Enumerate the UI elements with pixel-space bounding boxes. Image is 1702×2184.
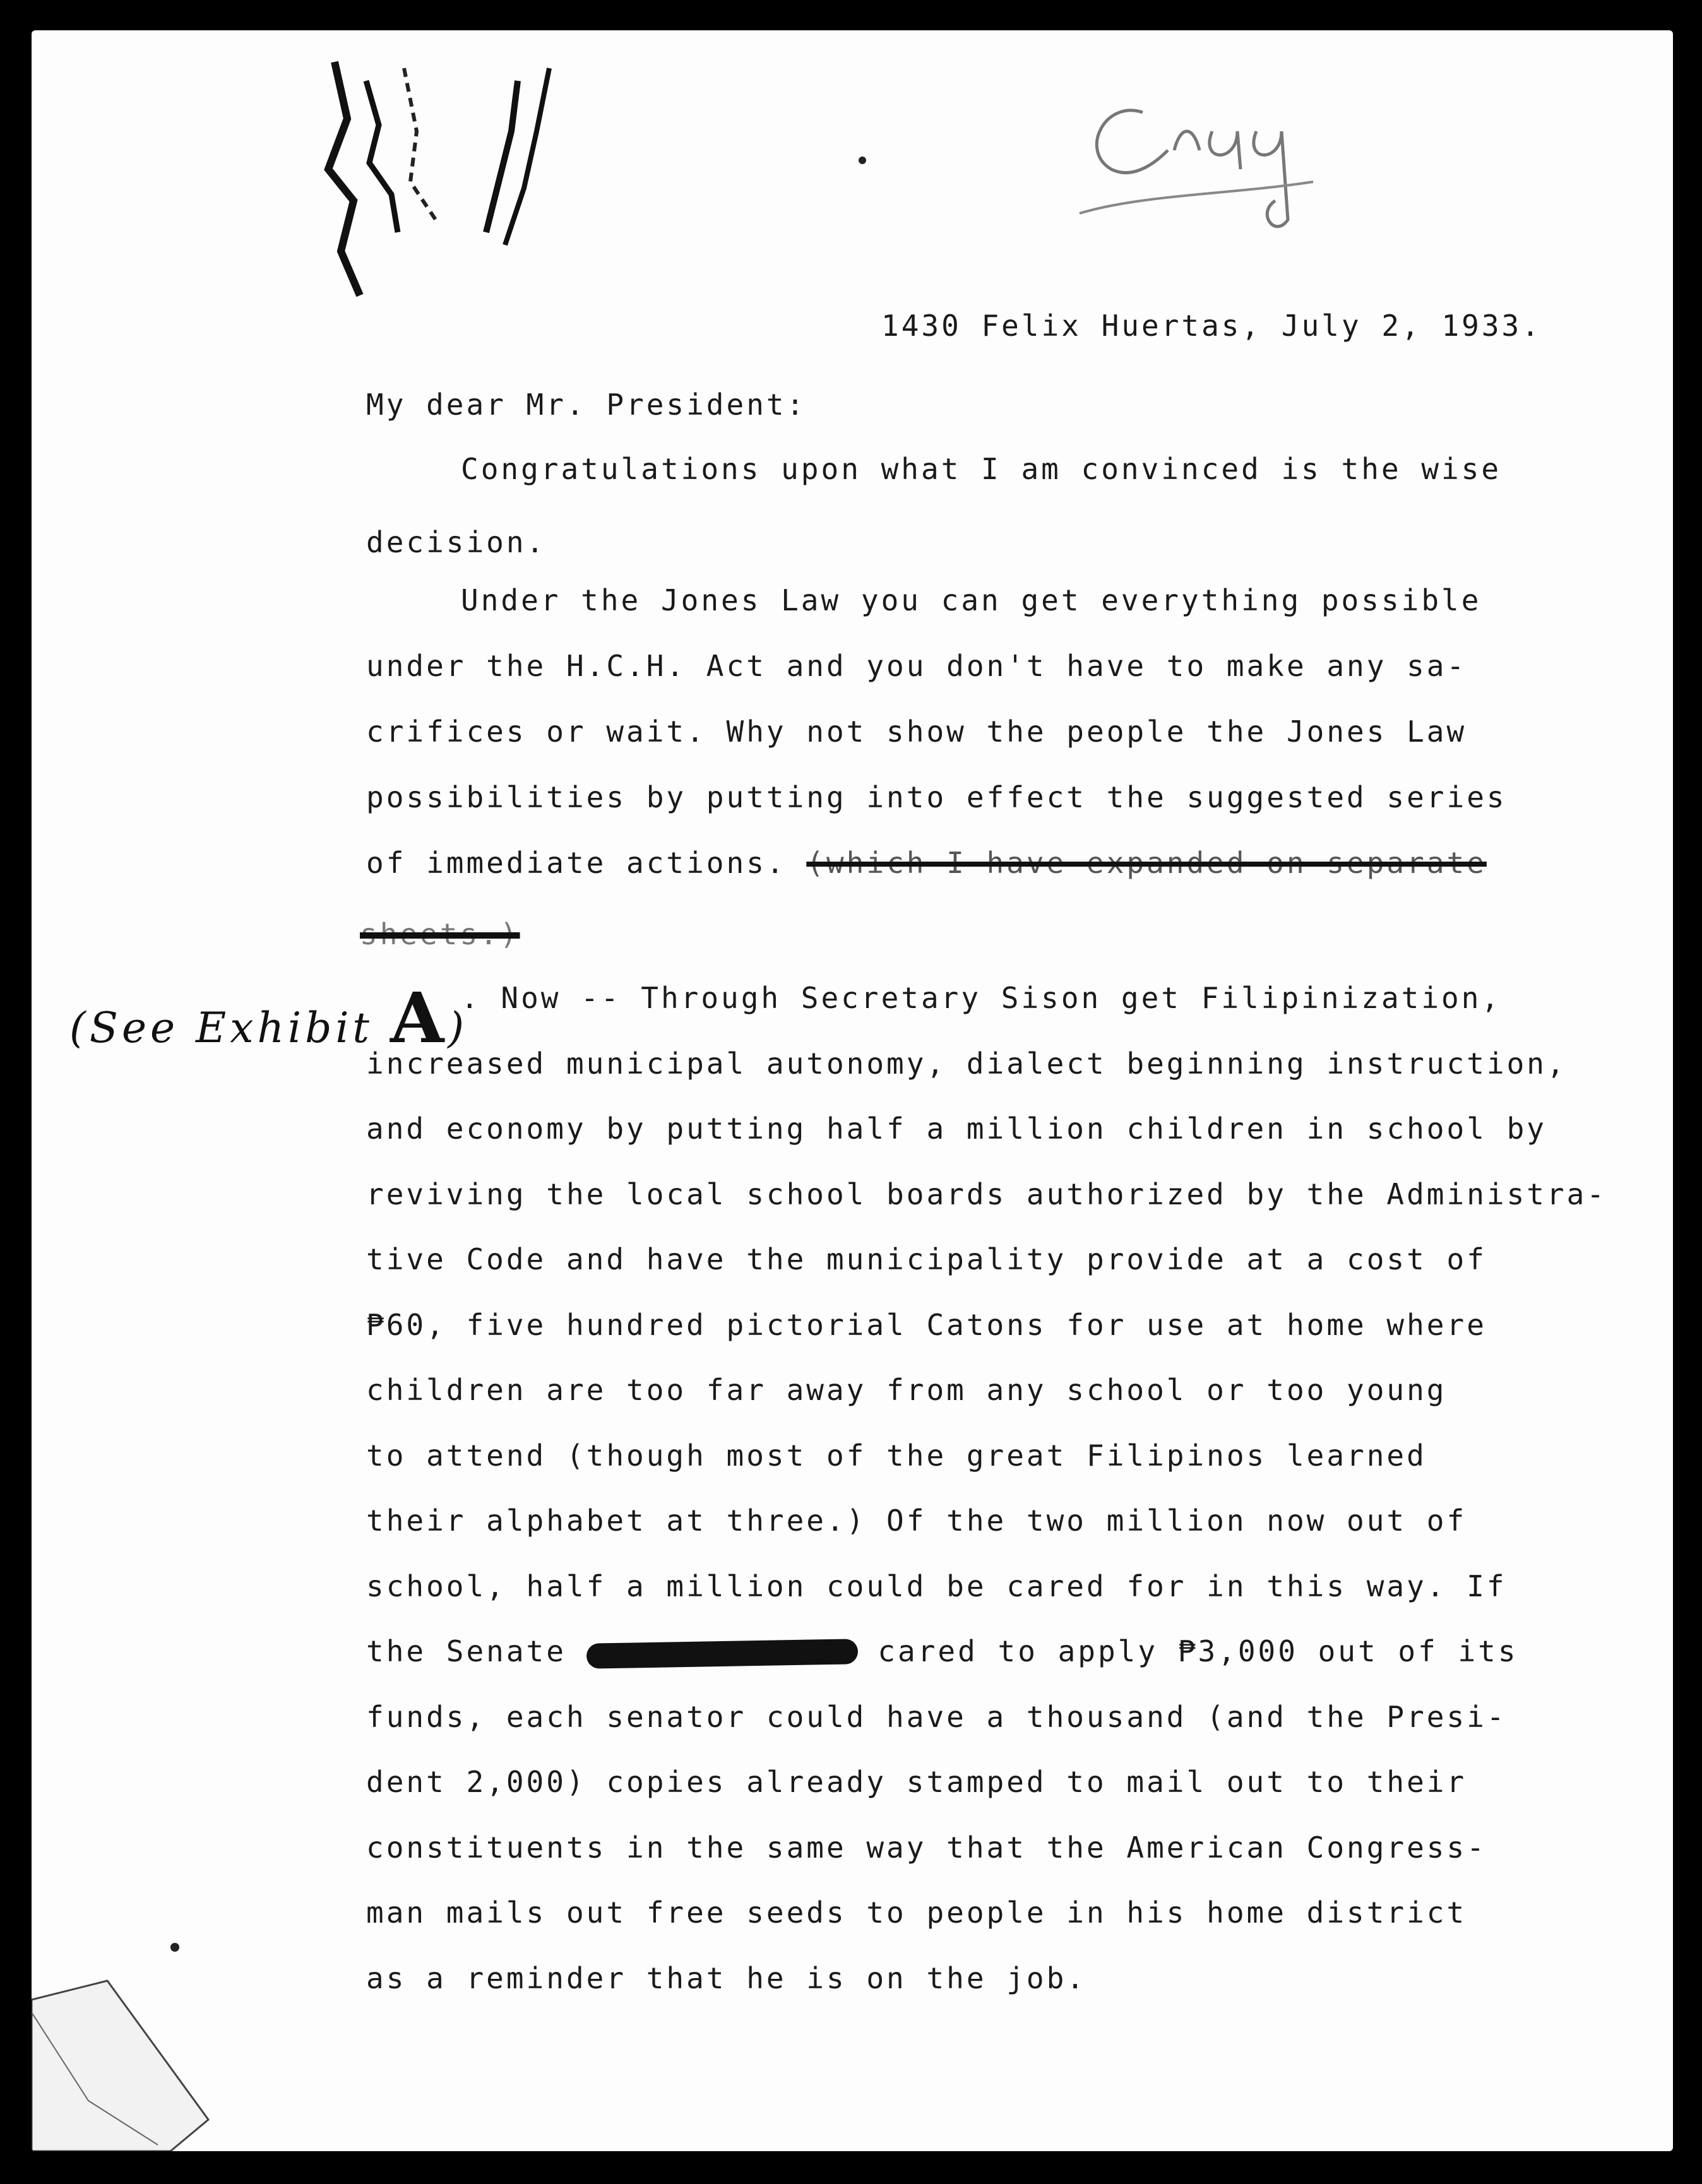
senate-line-start: the Senate bbox=[366, 1634, 586, 1668]
paragraph-2-line bbox=[366, 848, 1507, 914]
paragraph-3-line bbox=[366, 1634, 1607, 1702]
paragraph-3-line: . Now -- Through Secretary Sison get Filipinization, bbox=[461, 981, 1502, 1015]
salutation: My dear Mr. President: bbox=[366, 388, 807, 422]
redaction-mark bbox=[586, 1639, 858, 1668]
paragraph-2-line-text: of immediate actions. bbox=[366, 846, 787, 880]
margin-note-prefix: (See Exhibit bbox=[69, 1004, 390, 1052]
paragraph-3-line: increased municipal autonomy, dialect beginning instruction, bbox=[366, 1046, 1567, 1081]
paragraph-3-line: and economy by putting half a million children in school by bbox=[366, 1112, 1547, 1146]
paragraph-2-line: under the H.C.H. Act and you don't have to make any sa- bbox=[366, 649, 1467, 683]
paragraph-2-line: possibilities by putting into effect the suggested series bbox=[366, 780, 1507, 814]
paragraph-3-line: tive Code and have the municipality provide at a cost of bbox=[366, 1242, 1487, 1276]
paragraph-3-line: man mails out free seeds to people in his home district bbox=[366, 1896, 1467, 1930]
margin-note-letter: A bbox=[390, 977, 448, 1059]
ink-dot bbox=[859, 157, 866, 164]
paragraph-2-line: crifices or wait. Why not show the people the Jones Law bbox=[366, 715, 1467, 749]
paragraph-1-line-2: decision. bbox=[366, 525, 547, 559]
paragraph-3-line: children are too far away from any school or too young bbox=[366, 1373, 1447, 1407]
ink-dot bbox=[170, 1943, 179, 1952]
paragraph-2 bbox=[366, 583, 1507, 914]
paragraph-3-line: their alphabet at three.) Of the two million now out of bbox=[366, 1504, 1467, 1538]
folded-corner bbox=[32, 1974, 221, 2151]
struck-through-text: (which I have expanded on separate bbox=[806, 846, 1487, 880]
margin-note-suffix: ) bbox=[448, 1004, 468, 1052]
paragraph-1-line-1: Congratulations upon what I am convinced is the wise bbox=[461, 452, 1502, 486]
date-line: 1430 Felix Huertas, July 2, 1933. bbox=[881, 309, 1542, 343]
paragraph-3-line: school, half a million could be cared for in this way. If bbox=[366, 1569, 1507, 1603]
senate-line-end: cared to apply ₱3,000 out of its bbox=[857, 1634, 1518, 1668]
paragraph-3-line: funds, each senator could have a thousand (and the Presi- bbox=[366, 1699, 1507, 1734]
paragraph-3-line: constituents in the same way that the American Congress- bbox=[366, 1830, 1487, 1865]
ink-scribble-marks bbox=[309, 43, 638, 308]
paragraph-3-line: ₱60, five hundred pictorial Catons for use at home where bbox=[366, 1307, 1487, 1342]
paragraph-3-line: as a reminder that he is on the job. bbox=[366, 1961, 1086, 1995]
paragraph-3-line: dent 2,000) copies already stamped to mail out to their bbox=[366, 1765, 1467, 1799]
paragraph-3-line: reviving the local school boards authorized by the Administra- bbox=[366, 1177, 1607, 1211]
paragraph-3 bbox=[366, 983, 1607, 2029]
paragraph-2-line: Under the Jones Law you can get everything possible bbox=[461, 583, 1482, 617]
handwritten-signature bbox=[1067, 74, 1332, 251]
struck-through-text: sheets.) bbox=[360, 917, 520, 951]
paragraph-3-line: to attend (though most of the great Filipinos learned bbox=[366, 1438, 1427, 1473]
letter-page bbox=[32, 30, 1673, 2151]
